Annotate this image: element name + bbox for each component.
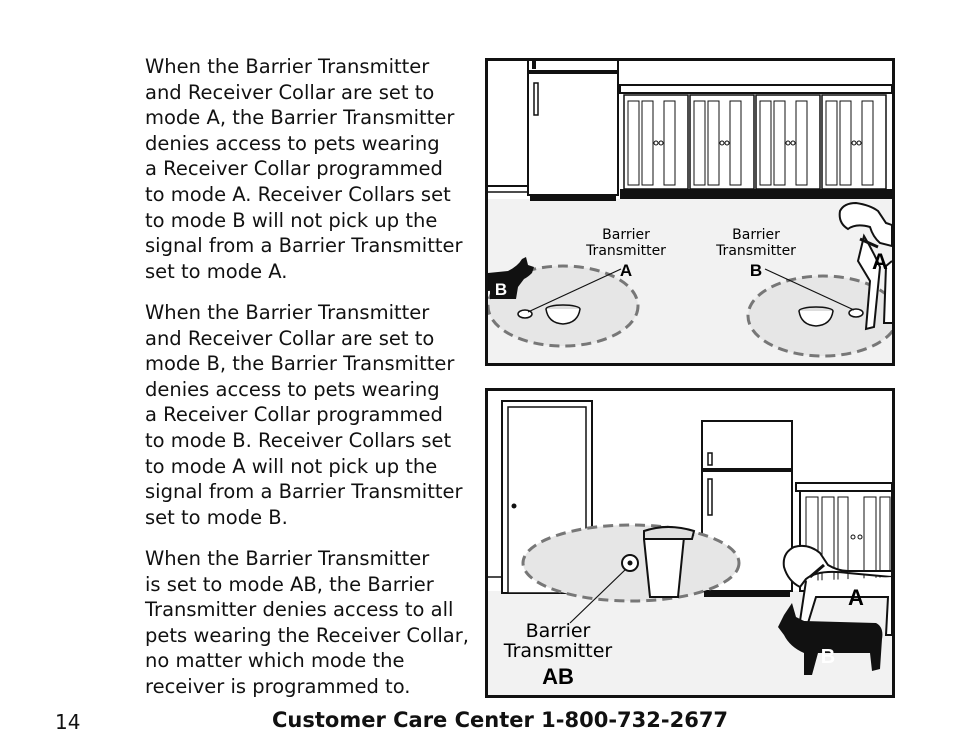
label-mode-a: A [619, 261, 633, 280]
transmitter-b-icon [849, 309, 863, 317]
small-dog-tag: B [494, 280, 508, 299]
label-barrier-right: Barrier [732, 227, 780, 243]
label-transmitter: Transmitter [503, 640, 613, 662]
label-transmitter-left: Transmitter [586, 243, 666, 259]
label-barrier-left: Barrier [602, 227, 650, 243]
illustration-mode-ab [485, 388, 895, 698]
large-dog-tag: A [848, 585, 864, 610]
label-mode-ab: AB [542, 664, 574, 689]
kitchen-scene-bottom [488, 391, 892, 695]
page-number: 14 [55, 710, 81, 734]
small-dog-tag: B [820, 646, 836, 668]
kitchen-scene-top [488, 61, 892, 363]
fridge [528, 61, 618, 201]
label-barrier: Barrier [525, 620, 591, 642]
label-mode-b: B [749, 261, 763, 280]
paragraph-mode-ab: When the Barrier Transmitter is set to mode AB, the Barrier Transmitter denies access to all pets wearing the Receiver Collar, no matter which mode the receiver is programmed to. [145, 547, 469, 698]
large-dog-tag: A [872, 249, 888, 274]
illustration-modes-a-b [485, 58, 895, 366]
paragraph-mode-b: When the Barrier Transmitter and Receiver Collar are set to mode B, the Barrier Transmitter denies access to pets wearing a Receiver Collar programmed to mode B. Receiver Collars set to mode A will not pick up the signal from a Barrier Transmitter set to mode B. [145, 301, 463, 529]
paragraph-mode-a: When the Barrier Transmitter and Receiver Collar are set to mode A, the Barrier Transmitter denies access to pets wearing a Receiver Collar programmed to mode A. Receiver Collars set to mode B will not pick up the signal from a Barrier Transmitter set to mode A. [145, 55, 463, 283]
footer-customer-care: Customer Care Center 1-800-732-2677 [272, 708, 729, 732]
label-transmitter-right: Transmitter [716, 243, 796, 259]
